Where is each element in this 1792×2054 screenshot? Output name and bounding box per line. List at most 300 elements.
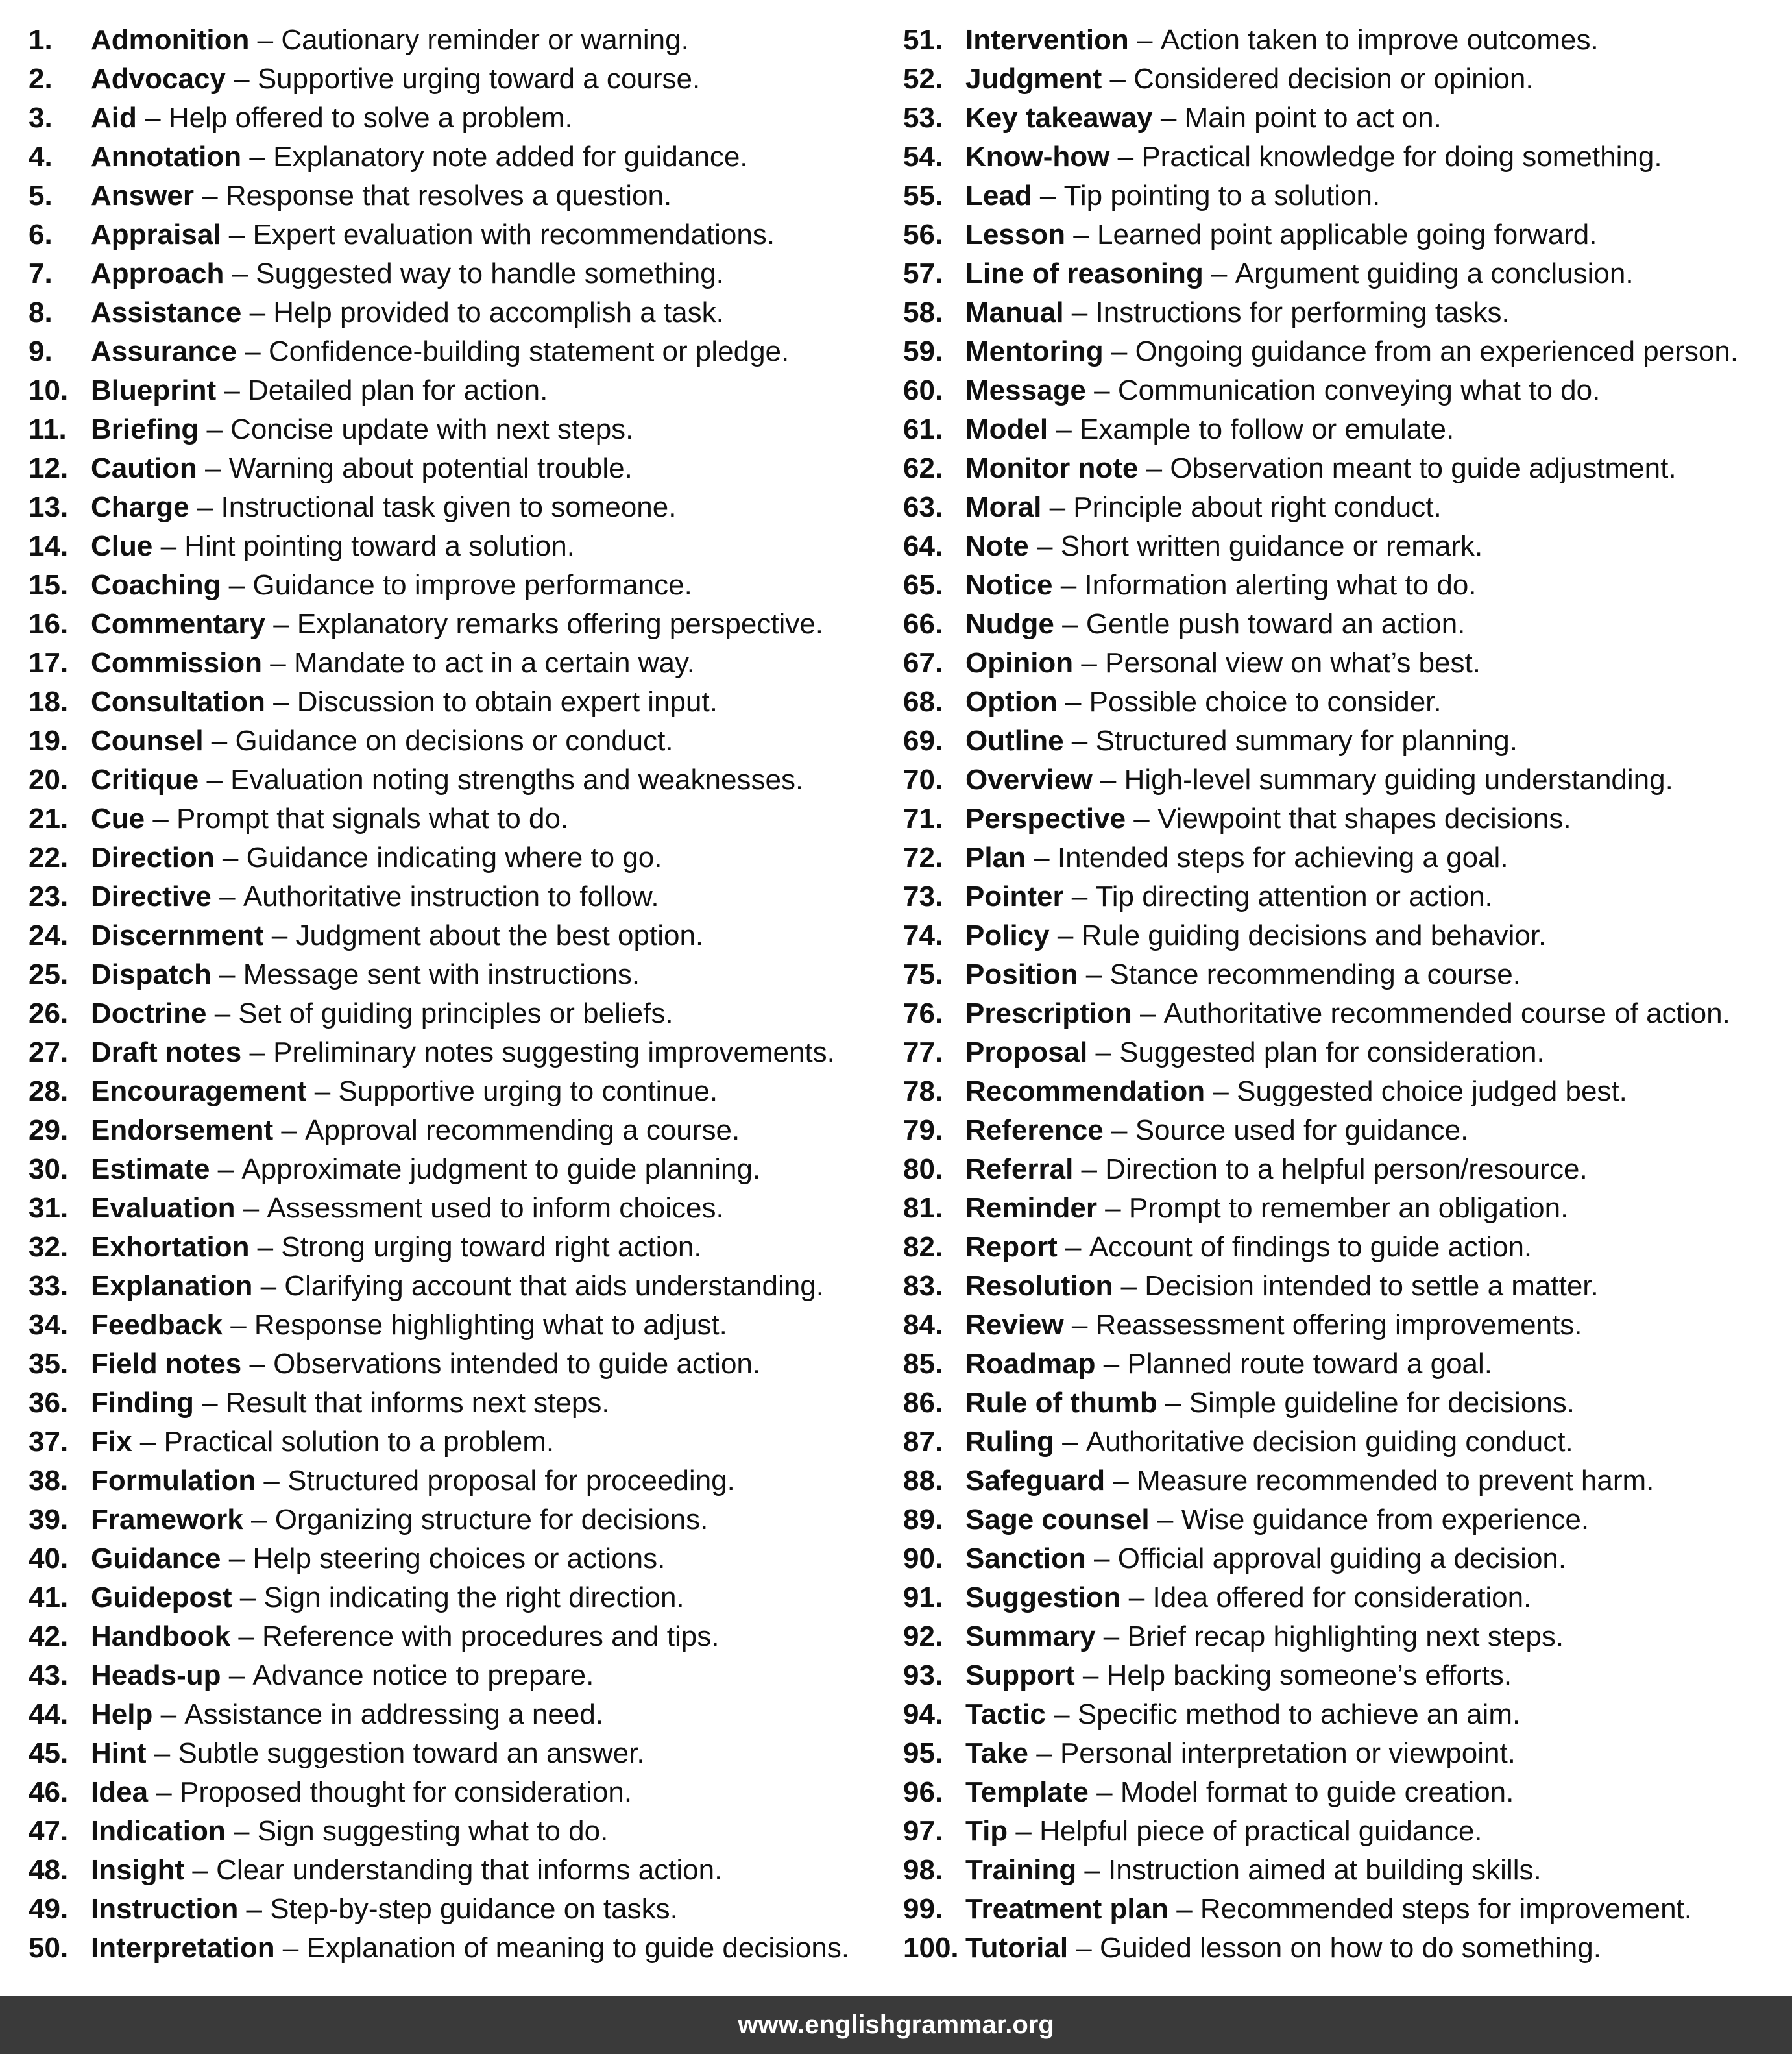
item-separator: – [1095,1620,1128,1652]
item-definition: Reference with procedures and tips. [262,1620,720,1652]
item-number: 88. [903,1465,943,1497]
item-definition: Prompt to remember an obligation. [1128,1192,1569,1224]
item-definition: Considered decision or opinion. [1133,63,1534,95]
item-separator: – [221,569,253,601]
item-term: Blueprint [91,374,217,406]
item-separator: – [1052,569,1085,601]
item-definition: Concise update with next steps. [230,413,634,445]
item-number: 50. [29,1932,69,1964]
item-number: 84. [903,1309,943,1341]
item-term: Prescription [965,997,1132,1029]
item-number: 45. [29,1737,69,1769]
item-definition: Gentle push toward an action. [1085,608,1466,640]
item-number: 29. [29,1114,69,1146]
item-definition: Response highlighting what to adjust. [254,1309,727,1341]
list-item [29,994,872,1033]
item-definition: Stance recommending a course. [1109,959,1521,990]
item-definition: Set of guiding principles or beliefs. [238,997,673,1029]
list-item [903,1384,1786,1423]
list-item [29,1267,872,1306]
list-item [903,1578,1786,1617]
item-definition: Suggested choice judged best. [1237,1075,1627,1107]
list-item [29,566,872,605]
item-number: 100. [903,1932,959,1964]
list-item [903,1033,1786,1072]
item-number: 81. [903,1192,943,1224]
item-term: Hint [91,1737,147,1769]
item-number: 32. [29,1231,69,1263]
list-item [29,254,872,293]
item-definition: Argument guiding a conclusion. [1235,258,1634,289]
item-definition: Organizing structure for decisions. [274,1504,708,1535]
item-separator: – [1073,1153,1106,1185]
item-number: 25. [29,959,69,990]
item-term: Insight [91,1854,185,1886]
item-definition: Guidance on decisions or conduct. [235,725,673,757]
list-item [903,293,1786,332]
item-definition: Action taken to improve outcomes. [1160,24,1599,56]
list-item [903,332,1786,371]
list-item [29,1812,872,1851]
item-separator: – [1078,959,1110,990]
list-item [29,955,872,994]
list-item [903,1189,1786,1228]
list-item [29,605,872,644]
item-number: 92. [903,1620,943,1652]
list-item [903,605,1786,644]
item-number: 97. [903,1815,943,1847]
item-definition: Decision intended to settle a matter. [1144,1270,1599,1302]
list-item [903,1695,1786,1734]
list-item [903,177,1786,215]
item-definition: Authoritative decision guiding conduct. [1085,1426,1573,1458]
item-number: 80. [903,1153,943,1185]
item-number: 79. [903,1114,943,1146]
item-separator: – [199,764,231,796]
item-definition: Detailed plan for action. [248,374,548,406]
item-definition: Help offered to solve a problem. [168,102,573,134]
item-separator: – [225,63,258,95]
list-item [29,1929,872,1968]
item-definition: Information alerting what to do. [1084,569,1477,601]
item-definition: Judgment about the best option. [295,920,704,951]
item-definition: Strong urging toward right action. [281,1231,702,1263]
item-definition: Tip pointing to a solution. [1063,180,1381,212]
item-definition: Wise guidance from experience. [1181,1504,1590,1535]
item-number: 10. [29,374,69,406]
item-term: Cue [91,803,145,835]
item-definition: Practical solution to a problem. [163,1426,555,1458]
item-definition: Planned route toward a goal. [1127,1348,1493,1380]
item-number: 95. [903,1737,943,1769]
item-number: 20. [29,764,69,796]
item-term: Judgment [965,63,1102,95]
item-term: Briefing [91,413,199,445]
item-number: 52. [903,63,943,95]
item-separator: – [265,608,297,640]
item-number: 55. [903,180,943,212]
item-term: Manual [965,297,1064,328]
item-term: Formulation [91,1465,256,1497]
item-term: Safeguard [965,1465,1106,1497]
item-term: Handbook [91,1620,231,1652]
item-definition: Explanatory note added for guidance. [273,141,748,173]
item-term: Draft notes [91,1036,242,1068]
item-definition: Practical knowledge for doing something. [1141,141,1662,173]
list-item [903,1228,1786,1267]
item-definition: High-level summary guiding understanding. [1124,764,1673,796]
item-term: Fix [91,1426,132,1458]
item-separator: – [1065,219,1097,251]
item-separator: – [1025,842,1058,874]
item-separator: – [197,452,229,484]
list-item [903,1150,1786,1189]
item-term: Tutorial [965,1932,1069,1964]
item-definition: Help provided to accomplish a task. [273,297,724,328]
list-item [903,138,1786,177]
item-separator: – [230,1620,263,1652]
item-definition: Clear understanding that informs action. [216,1854,723,1886]
list-item [29,1734,872,1773]
item-term: Lead [965,180,1032,212]
item-definition: Help backing someone’s efforts. [1106,1659,1512,1691]
list-item [29,1150,872,1189]
item-term: Explanation [91,1270,253,1302]
list-item [903,761,1786,800]
item-number: 41. [29,1582,69,1613]
list-item [903,955,1786,994]
list-item [903,800,1786,838]
list-item [29,1578,872,1617]
item-separator: – [193,180,226,212]
item-separator: – [238,1893,271,1925]
item-definition: Official approval guiding a decision. [1117,1543,1567,1574]
item-definition: Instructions for performing tasks. [1095,297,1510,328]
item-number: 89. [903,1504,943,1535]
list-item [29,332,872,371]
item-number: 6. [29,219,53,251]
item-number: 64. [903,530,943,562]
item-separator: – [1057,1231,1089,1263]
item-separator: – [1168,1893,1200,1925]
item-definition: Authoritative recommended course of action. [1163,997,1730,1029]
item-term: Clue [91,530,153,562]
list-item [903,683,1786,722]
item-separator: – [1092,764,1124,796]
item-definition: Discussion to obtain expert input. [297,686,718,718]
item-number: 49. [29,1893,69,1925]
item-number: 44. [29,1698,69,1730]
item-number: 24. [29,920,69,951]
item-number: 27. [29,1036,69,1068]
item-number: 53. [903,102,943,134]
item-term: Report [965,1231,1058,1263]
item-definition: Supportive urging toward a course. [257,63,701,95]
item-number: 42. [29,1620,69,1652]
item-separator: – [211,959,243,990]
item-term: Endorsement [91,1114,274,1146]
item-separator: – [1074,1659,1107,1691]
item-separator: – [274,1932,307,1964]
list-item [29,138,872,177]
item-definition: Step-by-step guidance on tasks. [270,1893,678,1925]
item-separator: – [1087,1036,1120,1068]
item-separator: – [1063,881,1096,912]
item-definition: Authoritative instruction to follow. [243,881,659,912]
word-list-right-column [903,21,1786,1968]
item-separator: – [1076,1854,1109,1886]
item-number: 94. [903,1698,943,1730]
item-number: 35. [29,1348,69,1380]
item-number: 72. [903,842,943,874]
item-definition: Hint pointing toward a solution. [184,530,575,562]
item-separator: – [249,1231,282,1263]
item-term: Caution [91,452,197,484]
item-term: Proposal [965,1036,1088,1068]
item-number: 74. [903,920,943,951]
item-definition: Communication conveying what to do. [1117,374,1601,406]
item-number: 96. [903,1776,943,1808]
item-term: Advocacy [91,63,226,95]
item-term: Commentary [91,608,265,640]
item-number: 58. [903,297,943,328]
item-term: Framework [91,1504,243,1535]
item-number: 47. [29,1815,69,1847]
item-separator: – [1203,258,1235,289]
list-item [903,1929,1786,1968]
item-term: Mentoring [965,336,1104,367]
item-separator: – [203,725,236,757]
item-separator: – [1157,1387,1189,1419]
item-definition: Clarifying account that aids understanding. [284,1270,824,1302]
item-definition: Viewpoint that shapes decisions. [1157,803,1571,835]
item-definition: Subtle suggestion toward an answer. [178,1737,645,1769]
item-separator: – [241,1348,274,1380]
item-definition: Direction to a helpful person/resource. [1105,1153,1588,1185]
item-number: 68. [903,686,943,718]
item-number: 61. [903,413,943,445]
item-term: Help [91,1698,153,1730]
list-item [903,1617,1786,1656]
item-term: Assurance [91,336,237,367]
item-term: Treatment plan [965,1893,1168,1925]
item-separator: – [132,1426,164,1458]
item-definition: Sign indicating the right direction. [263,1582,684,1613]
item-number: 71. [903,803,943,835]
item-number: 46. [29,1776,69,1808]
item-term: Evaluation [91,1192,236,1224]
list-item [903,1423,1786,1461]
item-separator: – [222,1309,254,1341]
item-number: 54. [903,141,943,173]
item-separator: – [1063,297,1096,328]
item-separator: – [199,413,231,445]
item-number: 8. [29,297,53,328]
item-definition: Suggested plan for consideration. [1119,1036,1545,1068]
list-item [29,1617,872,1656]
item-term: Sanction [965,1543,1086,1574]
item-number: 19. [29,725,69,757]
item-number: 77. [903,1036,943,1068]
item-separator: – [189,491,221,523]
item-separator: – [210,1153,242,1185]
item-definition: Structured summary for planning. [1095,725,1518,757]
item-definition: Specific method to achieve an aim. [1077,1698,1521,1730]
item-separator: – [206,997,239,1029]
item-separator: – [214,842,247,874]
item-separator: – [1132,997,1164,1029]
item-number: 33. [29,1270,69,1302]
list-item [29,99,872,138]
item-term: Moral [965,491,1042,523]
item-definition: Explanatory remarks offering perspective. [297,608,824,640]
item-definition: Main point to act on. [1184,102,1442,134]
item-term: Discernment [91,920,264,951]
item-separator: – [249,24,282,56]
item-separator: – [1028,1737,1060,1769]
item-term: Appraisal [91,219,221,251]
item-separator: – [146,1737,178,1769]
list-item [29,1033,872,1072]
item-definition: Proposed thought for consideration. [179,1776,633,1808]
item-number: 9. [29,336,53,367]
item-separator: – [243,1504,275,1535]
item-separator: – [152,1698,185,1730]
item-number: 1. [29,24,53,56]
item-separator: – [224,258,256,289]
item-definition: Guided lesson on how to do something. [1099,1932,1601,1964]
list-item [903,1539,1786,1578]
list-item [29,215,872,254]
item-number: 16. [29,608,69,640]
item-definition: Evaluation noting strengths and weaknesses. [230,764,804,796]
item-term: Overview [965,764,1093,796]
item-definition: Reassessment offering improvements. [1095,1309,1582,1341]
item-separator: – [235,1192,267,1224]
item-term: Coaching [91,569,221,601]
item-term: Template [965,1776,1089,1808]
item-number: 34. [29,1309,69,1341]
item-number: 23. [29,881,69,912]
item-number: 90. [903,1543,943,1574]
item-number: 82. [903,1231,943,1263]
list-item [29,1539,872,1578]
item-separator: – [1068,1932,1100,1964]
list-item [903,838,1786,877]
item-definition: Assessment used to inform choices. [267,1192,724,1224]
list-item [903,527,1786,566]
item-term: Summary [965,1620,1096,1652]
item-separator: – [184,1854,217,1886]
item-definition: Structured proposal for proceeding. [287,1465,735,1497]
item-separator: – [216,374,248,406]
item-separator: – [148,1776,180,1808]
item-separator: – [1085,1543,1118,1574]
item-number: 87. [903,1426,943,1458]
item-term: Sage counsel [965,1504,1150,1535]
item-term: Guidance [91,1543,221,1574]
list-item [29,1890,872,1929]
item-separator: – [262,647,294,679]
list-item [29,1773,872,1812]
item-number: 22. [29,842,69,874]
item-number: 67. [903,647,943,679]
item-term: Know-how [965,141,1110,173]
item-term: Charge [91,491,189,523]
list-item [903,1890,1786,1929]
item-term: Idea [91,1776,149,1808]
item-number: 38. [29,1465,69,1497]
item-term: Exhortation [91,1231,250,1263]
item-term: Answer [91,180,194,212]
item-definition: Model format to guide creation. [1120,1776,1514,1808]
item-term: Line of reasoning [965,258,1204,289]
item-separator: – [241,297,274,328]
item-separator: – [263,920,296,951]
item-term: Policy [965,920,1050,951]
list-item [29,838,872,877]
item-number: 7. [29,258,53,289]
item-term: Message [965,374,1086,406]
item-separator: – [1063,725,1096,757]
list-item [29,761,872,800]
item-term: Nudge [965,608,1054,640]
item-number: 31. [29,1192,69,1224]
item-definition: Short written guidance or remark. [1060,530,1483,562]
item-term: Reminder [965,1192,1097,1224]
item-separator: – [265,686,297,718]
list-item [903,1267,1786,1306]
item-separator: – [241,1036,274,1068]
item-term: Intervention [965,24,1129,56]
item-definition: Help steering choices or actions. [252,1543,666,1574]
item-number: 65. [903,569,943,601]
item-separator: – [1045,1698,1078,1730]
item-number: 26. [29,997,69,1029]
item-separator: – [241,141,274,173]
item-number: 51. [903,24,943,56]
item-separator: – [221,1543,253,1574]
list-item [29,644,872,683]
item-number: 4. [29,141,53,173]
list-item [29,916,872,955]
item-definition: Result that informs next steps. [225,1387,610,1419]
item-term: Direction [91,842,215,874]
item-separator: – [1103,336,1135,367]
list-item [903,99,1786,138]
item-separator: – [1048,413,1080,445]
list-item [903,215,1786,254]
item-definition: Sign suggesting what to do. [257,1815,609,1847]
item-separator: – [1054,1426,1086,1458]
list-item [903,566,1786,605]
item-number: 62. [903,452,943,484]
list-item [29,1461,872,1500]
item-term: Heads-up [91,1659,221,1691]
item-number: 5. [29,180,53,212]
item-definition: Guidance indicating where to go. [246,842,662,874]
item-number: 85. [903,1348,943,1380]
item-separator: – [211,881,243,912]
item-separator: – [252,1270,285,1302]
item-definition: Instructional task given to someone. [221,491,677,523]
item-definition: Expert evaluation with recommendations. [252,219,775,251]
item-number: 86. [903,1387,943,1419]
item-number: 93. [903,1659,943,1691]
list-item [903,1656,1786,1695]
list-item [29,60,872,99]
item-separator: – [1109,141,1142,173]
